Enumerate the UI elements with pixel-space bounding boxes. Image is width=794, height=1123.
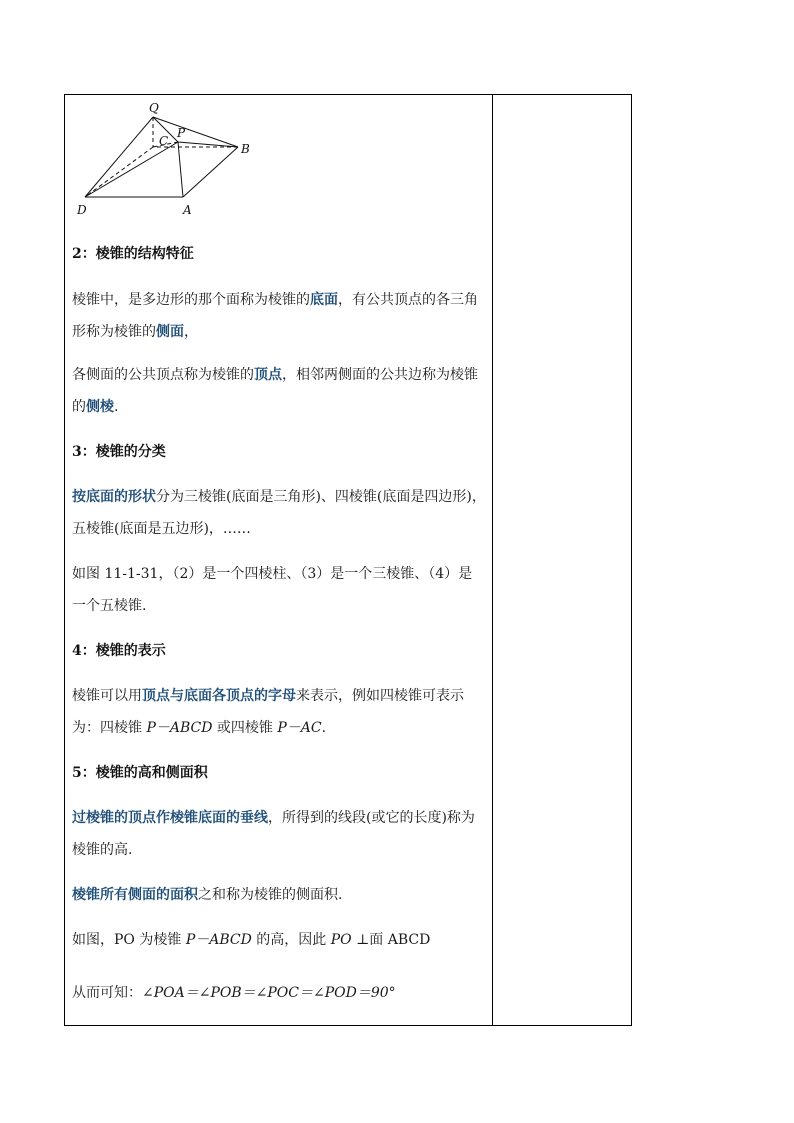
- label-d: D: [77, 203, 87, 217]
- label-b: B: [241, 142, 250, 156]
- edge-pb: [178, 142, 238, 147]
- label-a: A: [183, 203, 192, 217]
- edge-cd-hidden: [85, 147, 153, 197]
- section-5-paragraph-4: 从而可知：∠POA＝∠POB＝∠POC＝∠POD＝90°: [72, 985, 396, 1001]
- label-c: C: [159, 134, 169, 148]
- section-2-heading: 2：棱锥的结构特征: [72, 246, 194, 262]
- section-4-heading: 4：棱锥的表示: [72, 643, 166, 659]
- edge-pd: [85, 142, 178, 197]
- pyramid-diagram: [75, 97, 275, 222]
- edge-qd: [85, 117, 153, 197]
- content-table: [64, 94, 632, 1026]
- section-2-paragraph-1: 棱锥中，是多边形的那个面称为棱锥的底面，有公共顶点的各三角形称为棱锥的侧面，: [72, 292, 478, 340]
- section-5-paragraph-1: 过棱锥的顶点作棱锥底面的垂线，所得到的线段(或它的长度)称为棱锥的高.: [72, 810, 475, 858]
- section-5-paragraph-2: 棱锥所有侧面的面积之和称为棱锥的侧面积.: [72, 887, 343, 903]
- section-2-paragraph-2: 各侧面的公共顶点称为棱锥的顶点，相邻两侧面的公共边称为棱锥的侧棱.: [72, 367, 478, 415]
- section-3-heading: 3：棱锥的分类: [72, 444, 166, 460]
- section-5-paragraph-3: 如图，PO 为棱锥 P－ABCD 的高，因此 PO ⊥面 ABCD: [72, 932, 431, 948]
- notes-cell: [493, 95, 631, 1025]
- edge-pa: [178, 142, 183, 197]
- section-5-heading: 5：棱锥的高和侧面积: [72, 765, 208, 781]
- main-cell: [65, 95, 492, 1025]
- label-p: P: [177, 126, 186, 140]
- section-4-paragraph-1: 棱锥可以用顶点与底面各顶点的字母来表示，例如四棱锥可表示为：四棱锥 P－ABCD 或四棱锥 P－AC.: [72, 688, 464, 736]
- label-q: Q: [149, 101, 159, 115]
- section-3-paragraph-2: 如图 11-1-31，（2）是一个四棱柱、（3）是一个三棱锥、（4）是一个五棱锥.: [72, 566, 473, 614]
- section-3-paragraph-1: 按底面的形状分为三棱锥(底面是三角形)、四棱锥(底面是四边形)，五棱锥(底面是五边形)，……: [72, 489, 486, 537]
- edge-ab: [183, 147, 238, 197]
